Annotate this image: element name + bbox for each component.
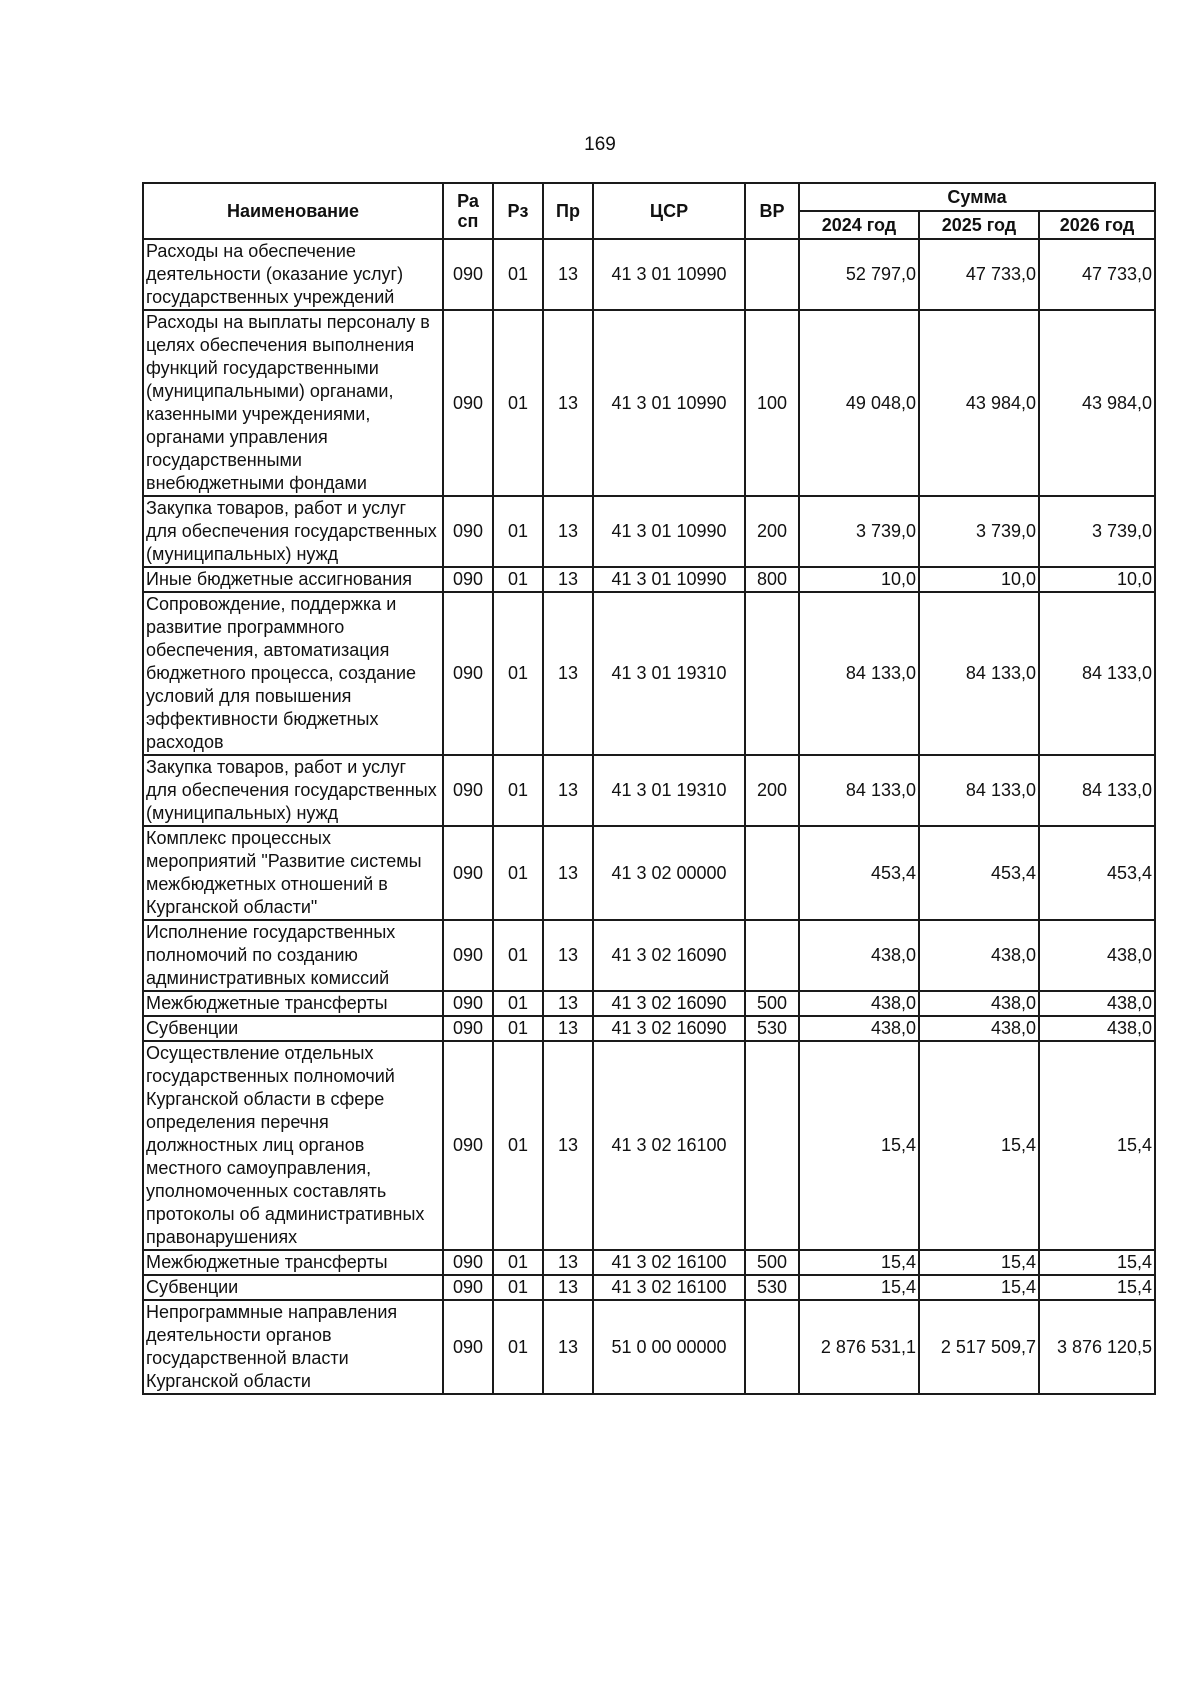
cell-sum-2024: 438,0 bbox=[799, 991, 919, 1016]
cell-sum-2025: 15,4 bbox=[919, 1250, 1039, 1275]
cell-sum-2026: 15,4 bbox=[1039, 1275, 1155, 1300]
header-vr: ВР bbox=[745, 183, 799, 239]
cell-name: Межбюджетные трансферты bbox=[143, 1250, 443, 1275]
cell-sum-2025: 15,4 bbox=[919, 1275, 1039, 1300]
cell-sum-2025: 84 133,0 bbox=[919, 755, 1039, 826]
header-sum: Сумма bbox=[799, 183, 1155, 211]
cell-rz: 01 bbox=[493, 826, 543, 920]
cell-sum-2026: 3 876 120,5 bbox=[1039, 1300, 1155, 1394]
table-body bbox=[143, 239, 1155, 1394]
table-row bbox=[143, 920, 1155, 991]
cell-vr bbox=[745, 239, 799, 310]
cell-sum-2024: 84 133,0 bbox=[799, 755, 919, 826]
header-csr: ЦСР bbox=[593, 183, 745, 239]
cell-vr bbox=[745, 1041, 799, 1250]
cell-csr: 41 3 01 10990 bbox=[593, 496, 745, 567]
table-row bbox=[143, 1250, 1155, 1275]
cell-vr: 500 bbox=[745, 991, 799, 1016]
cell-sum-2026: 438,0 bbox=[1039, 991, 1155, 1016]
cell-vr: 100 bbox=[745, 310, 799, 496]
cell-vr bbox=[745, 592, 799, 755]
cell-pr: 13 bbox=[543, 1041, 593, 1250]
cell-rasp: 090 bbox=[443, 1041, 493, 1250]
table-header bbox=[143, 183, 1155, 239]
header-rasp: Ра сп bbox=[443, 183, 493, 239]
cell-sum-2024: 2 876 531,1 bbox=[799, 1300, 919, 1394]
cell-csr: 41 3 02 16100 bbox=[593, 1275, 745, 1300]
cell-rz: 01 bbox=[493, 1250, 543, 1275]
cell-csr: 41 3 02 00000 bbox=[593, 826, 745, 920]
header-year-2026: 2026 год bbox=[1039, 211, 1155, 239]
header-pr: Пр bbox=[543, 183, 593, 239]
cell-name: Осуществление отдельных государственных полномочий Курганской области в сфере определения перечня должностных лиц органов местного самоуправления, уполномоченных составлять протоколы об административных правонарушениях bbox=[143, 1041, 443, 1250]
cell-sum-2024: 49 048,0 bbox=[799, 310, 919, 496]
cell-rz: 01 bbox=[493, 755, 543, 826]
cell-pr: 13 bbox=[543, 755, 593, 826]
cell-sum-2025: 84 133,0 bbox=[919, 592, 1039, 755]
cell-sum-2025: 3 739,0 bbox=[919, 496, 1039, 567]
cell-pr: 13 bbox=[543, 1250, 593, 1275]
cell-rasp: 090 bbox=[443, 1250, 493, 1275]
header-rz: Рз bbox=[493, 183, 543, 239]
cell-rz: 01 bbox=[493, 991, 543, 1016]
cell-vr: 530 bbox=[745, 1275, 799, 1300]
cell-name: Субвенции bbox=[143, 1016, 443, 1041]
cell-vr bbox=[745, 1300, 799, 1394]
table-row bbox=[143, 567, 1155, 592]
cell-name: Комплекс процессных мероприятий "Развитие системы межбюджетных отношений в Курганской области" bbox=[143, 826, 443, 920]
cell-vr bbox=[745, 920, 799, 991]
cell-sum-2026: 3 739,0 bbox=[1039, 496, 1155, 567]
cell-sum-2026: 15,4 bbox=[1039, 1041, 1155, 1250]
budget-table bbox=[142, 182, 1156, 1395]
cell-rasp: 090 bbox=[443, 755, 493, 826]
table-row bbox=[143, 826, 1155, 920]
cell-rz: 01 bbox=[493, 592, 543, 755]
cell-rasp: 090 bbox=[443, 1016, 493, 1041]
cell-sum-2024: 438,0 bbox=[799, 920, 919, 991]
cell-sum-2025: 15,4 bbox=[919, 1041, 1039, 1250]
cell-vr: 800 bbox=[745, 567, 799, 592]
cell-csr: 41 3 02 16090 bbox=[593, 1016, 745, 1041]
cell-vr: 530 bbox=[745, 1016, 799, 1041]
cell-name: Межбюджетные трансферты bbox=[143, 991, 443, 1016]
cell-pr: 13 bbox=[543, 1275, 593, 1300]
cell-rasp: 090 bbox=[443, 991, 493, 1016]
cell-sum-2024: 84 133,0 bbox=[799, 592, 919, 755]
cell-vr bbox=[745, 826, 799, 920]
cell-sum-2025: 453,4 bbox=[919, 826, 1039, 920]
cell-pr: 13 bbox=[543, 826, 593, 920]
cell-sum-2025: 43 984,0 bbox=[919, 310, 1039, 496]
cell-rasp: 090 bbox=[443, 239, 493, 310]
cell-sum-2024: 453,4 bbox=[799, 826, 919, 920]
cell-csr: 41 3 01 10990 bbox=[593, 310, 745, 496]
header-year-2024: 2024 год bbox=[799, 211, 919, 239]
cell-rasp: 090 bbox=[443, 567, 493, 592]
cell-rz: 01 bbox=[493, 1041, 543, 1250]
cell-csr: 41 3 01 19310 bbox=[593, 755, 745, 826]
cell-sum-2024: 3 739,0 bbox=[799, 496, 919, 567]
header-name: Наименование bbox=[143, 183, 443, 239]
cell-pr: 13 bbox=[543, 920, 593, 991]
cell-sum-2026: 84 133,0 bbox=[1039, 592, 1155, 755]
cell-vr: 200 bbox=[745, 496, 799, 567]
cell-name: Иные бюджетные ассигнования bbox=[143, 567, 443, 592]
cell-name: Субвенции bbox=[143, 1275, 443, 1300]
cell-rz: 01 bbox=[493, 567, 543, 592]
cell-name: Закупка товаров, работ и услуг для обеспечения государственных (муниципальных) нужд bbox=[143, 755, 443, 826]
table-row bbox=[143, 1300, 1155, 1394]
table-row bbox=[143, 1041, 1155, 1250]
table-row bbox=[143, 1016, 1155, 1041]
cell-sum-2026: 438,0 bbox=[1039, 920, 1155, 991]
cell-pr: 13 bbox=[543, 310, 593, 496]
cell-sum-2026: 438,0 bbox=[1039, 1016, 1155, 1041]
cell-rasp: 090 bbox=[443, 1300, 493, 1394]
cell-sum-2024: 438,0 bbox=[799, 1016, 919, 1041]
cell-sum-2024: 52 797,0 bbox=[799, 239, 919, 310]
page-number: 169 bbox=[584, 134, 616, 155]
table-row bbox=[143, 310, 1155, 496]
cell-sum-2025: 438,0 bbox=[919, 991, 1039, 1016]
cell-csr: 41 3 02 16090 bbox=[593, 920, 745, 991]
cell-pr: 13 bbox=[543, 1016, 593, 1041]
cell-sum-2025: 47 733,0 bbox=[919, 239, 1039, 310]
cell-sum-2024: 10,0 bbox=[799, 567, 919, 592]
cell-sum-2026: 15,4 bbox=[1039, 1250, 1155, 1275]
cell-sum-2025: 438,0 bbox=[919, 920, 1039, 991]
cell-rasp: 090 bbox=[443, 1275, 493, 1300]
cell-rasp: 090 bbox=[443, 496, 493, 567]
cell-rasp: 090 bbox=[443, 310, 493, 496]
table-row bbox=[143, 991, 1155, 1016]
cell-name: Расходы на выплаты персоналу в целях обеспечения выполнения функций государственными (муниципальными) органами, казенными учреждениями, органами управления государственными внебюджетными фондами bbox=[143, 310, 443, 496]
cell-sum-2024: 15,4 bbox=[799, 1275, 919, 1300]
header-year-2025: 2025 год bbox=[919, 211, 1039, 239]
table-row bbox=[143, 755, 1155, 826]
cell-vr: 200 bbox=[745, 755, 799, 826]
cell-csr: 51 0 00 00000 bbox=[593, 1300, 745, 1394]
cell-rz: 01 bbox=[493, 1275, 543, 1300]
table-row bbox=[143, 496, 1155, 567]
cell-rz: 01 bbox=[493, 920, 543, 991]
cell-rz: 01 bbox=[493, 1016, 543, 1041]
cell-csr: 41 3 01 19310 bbox=[593, 592, 745, 755]
cell-rasp: 090 bbox=[443, 592, 493, 755]
cell-pr: 13 bbox=[543, 1300, 593, 1394]
cell-sum-2025: 10,0 bbox=[919, 567, 1039, 592]
cell-csr: 41 3 02 16100 bbox=[593, 1041, 745, 1250]
cell-rasp: 090 bbox=[443, 826, 493, 920]
cell-pr: 13 bbox=[543, 592, 593, 755]
cell-csr: 41 3 01 10990 bbox=[593, 567, 745, 592]
cell-sum-2026: 453,4 bbox=[1039, 826, 1155, 920]
cell-pr: 13 bbox=[543, 991, 593, 1016]
cell-csr: 41 3 02 16090 bbox=[593, 991, 745, 1016]
cell-rasp: 090 bbox=[443, 920, 493, 991]
cell-sum-2024: 15,4 bbox=[799, 1250, 919, 1275]
cell-rz: 01 bbox=[493, 310, 543, 496]
cell-sum-2026: 10,0 bbox=[1039, 567, 1155, 592]
cell-rz: 01 bbox=[493, 496, 543, 567]
table-row bbox=[143, 592, 1155, 755]
cell-name: Закупка товаров, работ и услуг для обеспечения государственных (муниципальных) нужд bbox=[143, 496, 443, 567]
cell-sum-2026: 84 133,0 bbox=[1039, 755, 1155, 826]
cell-sum-2026: 43 984,0 bbox=[1039, 310, 1155, 496]
cell-vr: 500 bbox=[745, 1250, 799, 1275]
table-row bbox=[143, 1275, 1155, 1300]
cell-pr: 13 bbox=[543, 567, 593, 592]
cell-csr: 41 3 01 10990 bbox=[593, 239, 745, 310]
cell-sum-2024: 15,4 bbox=[799, 1041, 919, 1250]
cell-name: Сопровождение, поддержка и развитие программного обеспечения, автоматизация бюджетного процесса, создание условий для повышения эффективности бюджетных расходов bbox=[143, 592, 443, 755]
cell-pr: 13 bbox=[543, 239, 593, 310]
cell-sum-2026: 47 733,0 bbox=[1039, 239, 1155, 310]
cell-name: Исполнение государственных полномочий по созданию административных комиссий bbox=[143, 920, 443, 991]
cell-rz: 01 bbox=[493, 1300, 543, 1394]
cell-csr: 41 3 02 16100 bbox=[593, 1250, 745, 1275]
table-row bbox=[143, 239, 1155, 310]
cell-name: Непрограммные направления деятельности органов государственной власти Курганской области bbox=[143, 1300, 443, 1394]
cell-sum-2025: 438,0 bbox=[919, 1016, 1039, 1041]
cell-rz: 01 bbox=[493, 239, 543, 310]
cell-sum-2025: 2 517 509,7 bbox=[919, 1300, 1039, 1394]
cell-pr: 13 bbox=[543, 496, 593, 567]
cell-name: Расходы на обеспечение деятельности (оказание услуг) государственных учреждений bbox=[143, 239, 443, 310]
